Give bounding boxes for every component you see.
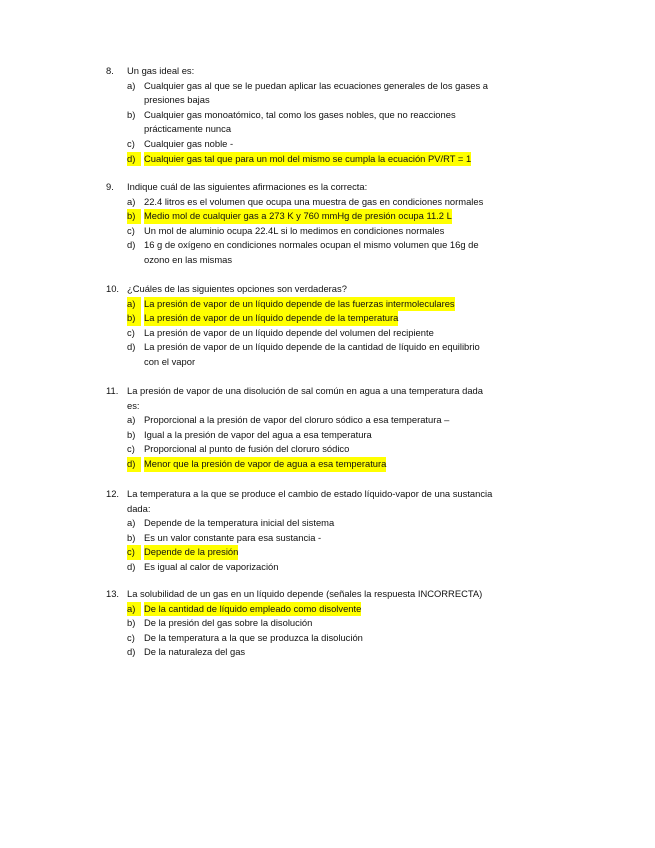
option-letter: c): [127, 545, 141, 560]
option-c: [0, 442, 655, 457]
question-number: 9.: [106, 181, 114, 192]
highlighted-answer-text: Depende de la presión: [144, 545, 238, 560]
option-text: Un mol de aluminio ocupa 22.4L si lo medimos en condiciones normales: [144, 224, 445, 236]
option-text: 22.4 litros es el volumen que ocupa una muestra de gas en condiciones normales: [144, 195, 484, 207]
question-9: [0, 180, 655, 268]
highlighted-answer-text: Cualquier gas tal que para un mol del mismo se cumpla la ecuación PV/RT = 1: [144, 152, 471, 167]
question-11: [0, 384, 655, 472]
option-text: Igual a la presión de vapor del agua a esa temperatura: [144, 428, 372, 440]
option-text: Es un valor constante para esa sustancia -: [144, 531, 322, 543]
question-text: La temperatura a la que se produce el cambio de estado líquido-vapor de una sustancia: [127, 488, 493, 499]
question-text-continued: es:: [127, 399, 140, 411]
option-a-continued: [0, 93, 655, 108]
option-text: De la temperatura a la que se produzca la disolución: [144, 631, 363, 643]
option-letter: b): [127, 617, 136, 629]
option-text: De la presión del gas sobre la disolución: [144, 617, 313, 629]
option-letter: b): [127, 209, 141, 224]
question-header: [0, 384, 655, 399]
option-b: [0, 531, 655, 546]
option-letter: d): [127, 152, 141, 167]
option-text: La presión de vapor de un líquido depende de la cantidad de líquido en equilibrio: [144, 341, 480, 353]
option-text: 16 g de oxígeno en condiciones normales ocupan el mismo volumen que 16g de: [144, 239, 479, 251]
option-letter: b): [127, 108, 136, 120]
option-d: [0, 560, 655, 575]
option-letter: a): [127, 79, 136, 91]
option-c: [0, 631, 655, 646]
option-d-continued: [0, 253, 655, 268]
option-b: [0, 428, 655, 443]
highlighted-answer-text: La presión de vapor de un líquido depende de la temperatura: [144, 311, 398, 326]
option-text: Depende de la temperatura inicial del sistema: [144, 517, 335, 529]
question-header: [0, 282, 655, 297]
question-header: [0, 587, 655, 602]
option-letter: b): [127, 428, 136, 440]
question-text: ¿Cuáles de las siguientes opciones son verdaderas?: [127, 283, 347, 294]
option-text: con el vapor: [144, 355, 196, 367]
option-d: [0, 645, 655, 660]
question-text: La presión de vapor de una disolución de sal común en agua a una temperatura dada: [127, 385, 483, 396]
question-text: Un gas ideal es:: [127, 65, 195, 76]
option-d: [0, 238, 655, 253]
question-number: 10.: [106, 283, 120, 294]
option-a: [0, 516, 655, 531]
option-b-continued: [0, 122, 655, 137]
option-d: [0, 152, 655, 167]
option-letter: d): [127, 457, 141, 472]
option-letter: d): [127, 560, 136, 572]
option-letter: d): [127, 341, 136, 353]
option-b: [0, 108, 655, 123]
option-c: [0, 326, 655, 341]
option-text: presiones bajas: [144, 94, 210, 106]
question-number: 8.: [106, 65, 114, 76]
highlighted-answer-text: De la cantidad de líquido empleado como disolvente: [144, 602, 361, 617]
option-text: ozono en las mismas: [144, 253, 233, 265]
question-number: 12.: [106, 488, 120, 499]
option-text: Proporcional a la presión de vapor del cloruro sódico a esa temperatura –: [144, 414, 450, 426]
option-a: [0, 297, 655, 312]
option-letter: d): [127, 239, 136, 251]
question-text: Indique cuál de las siguientes afirmaciones es la correcta:: [127, 181, 368, 192]
option-d: [0, 457, 655, 472]
option-letter: c): [127, 224, 135, 236]
option-letter: c): [127, 443, 135, 455]
option-text: Cualquier gas monoatómico, tal como los gases nobles, que no reacciones: [144, 108, 456, 120]
option-d: [0, 340, 655, 355]
option-letter: c): [127, 326, 135, 338]
question-13: [0, 587, 655, 660]
question-text: La solubilidad de un gas en un líquido depende (señales la respuesta INCORRECTA): [127, 588, 483, 599]
highlighted-answer-text: La presión de vapor de un líquido depende de las fuerzas intermoleculares: [144, 297, 455, 312]
option-letter: c): [127, 631, 135, 643]
question-12: [0, 487, 655, 575]
option-letter: a): [127, 517, 136, 529]
question-header: [0, 487, 655, 502]
option-text: Cualquier gas noble -: [144, 137, 234, 149]
option-letter: a): [127, 414, 136, 426]
option-b: [0, 209, 655, 224]
option-d-continued: [0, 355, 655, 370]
question-header: [0, 180, 655, 195]
option-letter: a): [127, 195, 136, 207]
option-text: prácticamente nunca: [144, 123, 232, 135]
question-number: 11.: [106, 385, 119, 396]
option-b: [0, 311, 655, 326]
option-text: De la naturaleza del gas: [144, 646, 246, 658]
question-8: [0, 64, 655, 166]
option-c: [0, 224, 655, 239]
option-text: Es igual al calor de vaporización: [144, 560, 279, 572]
option-a: [0, 79, 655, 94]
option-letter: c): [127, 137, 135, 149]
option-letter: d): [127, 646, 136, 658]
highlighted-answer-text: Medio mol de cualquier gas a 273 K y 760 mmHg de presión ocupa 11.2 L: [144, 209, 452, 224]
option-letter: a): [127, 602, 141, 617]
question-number: 13.: [106, 588, 120, 599]
option-text: Cualquier gas al que se le puedan aplicar las ecuaciones generales de los gases a: [144, 79, 488, 91]
question-text-continued: dada:: [127, 502, 151, 514]
option-a: [0, 195, 655, 210]
option-letter: b): [127, 311, 141, 326]
highlighted-answer-text: Menor que la presión de vapor de agua a esa temperatura: [144, 457, 386, 472]
option-a: [0, 602, 655, 617]
option-letter: a): [127, 297, 141, 312]
option-b: [0, 616, 655, 631]
option-text: Proporcional al punto de fusión del cloruro sódico: [144, 443, 350, 455]
question-header: [0, 64, 655, 79]
option-letter: b): [127, 531, 136, 543]
option-c: [0, 137, 655, 152]
question-10: [0, 282, 655, 370]
option-c: [0, 545, 655, 560]
option-text: La presión de vapor de un líquido depende del volumen del recipiente: [144, 326, 434, 338]
option-a: [0, 413, 655, 428]
